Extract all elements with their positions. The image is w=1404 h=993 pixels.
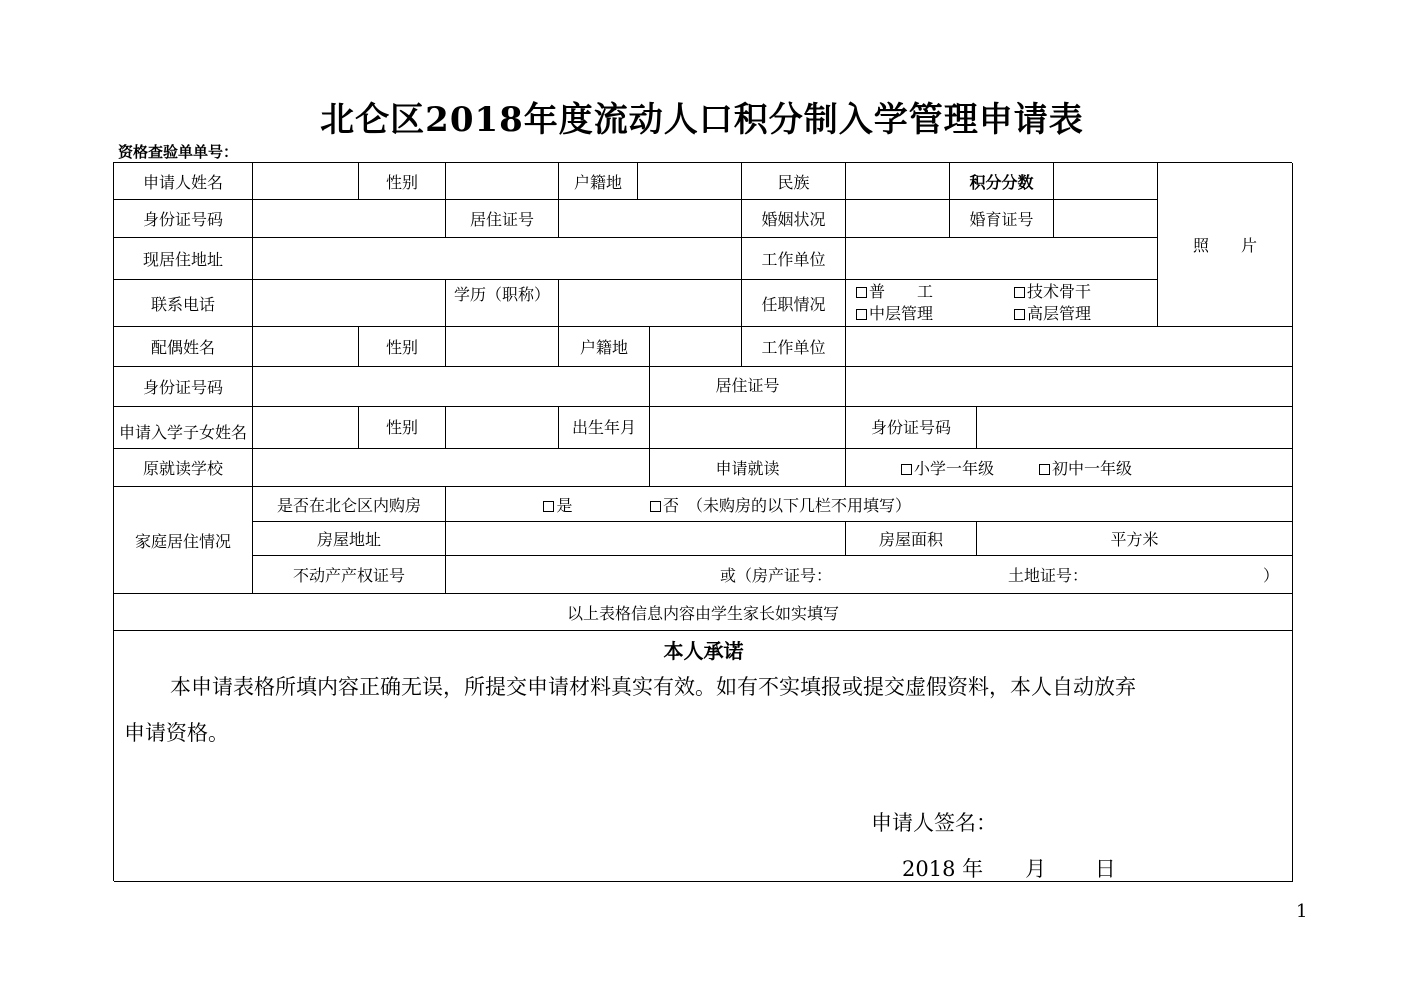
checkbox-icon [901, 464, 912, 475]
house-area-label: 房屋面积 [846, 522, 977, 556]
housing-label: 家庭居住情况 [114, 487, 253, 594]
checkbox-icon [1014, 309, 1025, 320]
pledge-line-2: 申请资格。 [124, 721, 229, 745]
spouse-residence-permit-field[interactable] [846, 367, 1293, 407]
phone-label: 联系电话 [114, 280, 253, 327]
sign-date[interactable]: 2018 年 月 日 [902, 857, 1116, 881]
applicant-id-label: 身份证号码 [114, 200, 253, 238]
spouse-name-field[interactable] [253, 327, 359, 367]
position-option-senior[interactable]: 高层管理 [1014, 303, 1154, 325]
position-options [846, 280, 1158, 327]
child-birth-label: 出生年月 [559, 407, 650, 449]
house-address-field[interactable] [446, 522, 846, 556]
buy-house-no[interactable]: 否 （未购房的以下几栏不用填写） [650, 493, 911, 516]
form-title: 北仑区2018年度流动人口积分制入学管理申请表 [320, 100, 1084, 140]
marital-status-label: 婚姻状况 [742, 200, 846, 238]
grade-option-primary[interactable]: 小学一年级 [856, 456, 1039, 479]
child-name-label: 申请入学子女姓名 [114, 407, 253, 449]
spouse-id-field[interactable] [253, 367, 650, 407]
buy-house-yes[interactable]: 是 [466, 493, 650, 516]
land-cert-label: 土地证号： [1008, 566, 1089, 585]
applicant-gender-field[interactable] [446, 163, 559, 200]
application-form-table [113, 162, 1292, 881]
pledge-heading: 本人承诺 [663, 639, 744, 663]
checkbox-icon [1014, 287, 1025, 298]
child-name-field[interactable] [253, 407, 359, 449]
checkbox-icon [856, 309, 867, 320]
spouse-name-label: 配偶姓名 [114, 327, 253, 367]
position-option-technical[interactable]: 技术骨干 [1014, 281, 1154, 303]
child-id-label: 身份证号码 [846, 407, 977, 449]
area-unit: 平方米 [1110, 530, 1159, 549]
property-cert-label: 不动产产权证号 [253, 556, 446, 594]
photo-box[interactable]: 照 片 [1158, 163, 1293, 327]
spouse-employer-field[interactable] [846, 327, 1293, 367]
spouse-residence-permit-label: 居住证号 [650, 367, 846, 407]
applicant-ethnicity-field[interactable] [846, 163, 950, 200]
applicant-ethnicity-label: 民族 [742, 163, 846, 200]
apply-grade-label: 申请就读 [650, 449, 846, 487]
checkbox-icon [1039, 464, 1050, 475]
fill-note: 以上表格信息内容由学生家长如实填写 [114, 594, 1293, 631]
position-option-worker[interactable]: 普 工 [856, 281, 1014, 303]
employer-label: 工作单位 [742, 238, 846, 280]
property-cert-alt: 或（房产证号： [720, 566, 833, 585]
score-field[interactable] [1054, 163, 1158, 200]
buy-house-options [446, 487, 1293, 522]
pledge-box [114, 631, 1293, 882]
child-gender-field[interactable] [446, 407, 559, 449]
spouse-hukou-label: 户籍地 [559, 327, 650, 367]
applicant-id-field[interactable] [253, 200, 446, 238]
page-number: 1 [1296, 901, 1308, 922]
birth-cert-field[interactable] [1054, 200, 1158, 238]
position-label: 任职情况 [742, 280, 846, 327]
checkbox-icon [650, 501, 661, 512]
address-label: 现居住地址 [114, 238, 253, 280]
phone-field[interactable] [253, 280, 446, 327]
employer-field[interactable] [846, 238, 1158, 280]
checkbox-icon [856, 287, 867, 298]
buy-house-label: 是否在北仑区内购房 [253, 487, 446, 522]
applicant-hukou-field[interactable] [638, 163, 742, 200]
pledge-line-1: 本申请表格所填内容正确无误，所提交申请材料真实有效。如有不实填报或提交虚假资料，本人自动放弃 [170, 675, 1136, 699]
applicant-hukou-label: 户籍地 [559, 163, 638, 200]
birth-cert-label: 婚育证号 [950, 200, 1054, 238]
score-label: 积分分数 [950, 163, 1054, 200]
apply-grade-options [846, 449, 1293, 487]
spouse-gender-field[interactable] [446, 327, 559, 367]
spouse-employer-label: 工作单位 [742, 327, 846, 367]
position-option-middle[interactable]: 中层管理 [856, 303, 1014, 325]
education-field[interactable] [559, 280, 742, 327]
signature-label[interactable]: 申请人签名： [871, 811, 997, 835]
marital-status-field[interactable] [846, 200, 950, 238]
spouse-gender-label: 性别 [359, 327, 446, 367]
applicant-gender-label: 性别 [359, 163, 446, 200]
address-field[interactable] [253, 238, 742, 280]
prev-school-label: 原就读学校 [114, 449, 253, 487]
house-address-label: 房屋地址 [253, 522, 446, 556]
child-id-field[interactable] [977, 407, 1293, 449]
spouse-hukou-field[interactable] [650, 327, 742, 367]
applicant-residence-permit-field[interactable] [559, 200, 742, 238]
verification-number-label: 资格查验单单号： [118, 143, 239, 161]
checkbox-icon [543, 501, 554, 512]
child-gender-label: 性别 [359, 407, 446, 449]
applicant-name-field[interactable] [253, 163, 359, 200]
property-cert-field[interactable] [446, 556, 1293, 594]
prev-school-field[interactable] [253, 449, 650, 487]
child-birth-field[interactable] [650, 407, 846, 449]
house-area-field[interactable] [977, 522, 1293, 556]
grade-option-junior[interactable]: 初中一年级 [1039, 456, 1132, 479]
spouse-id-label: 身份证号码 [114, 367, 253, 407]
applicant-residence-permit-label: 居住证号 [446, 200, 559, 238]
property-cert-close: ） [1263, 566, 1280, 585]
education-label: 学历（职称） [446, 280, 559, 327]
applicant-name-label: 申请人姓名 [114, 163, 253, 200]
